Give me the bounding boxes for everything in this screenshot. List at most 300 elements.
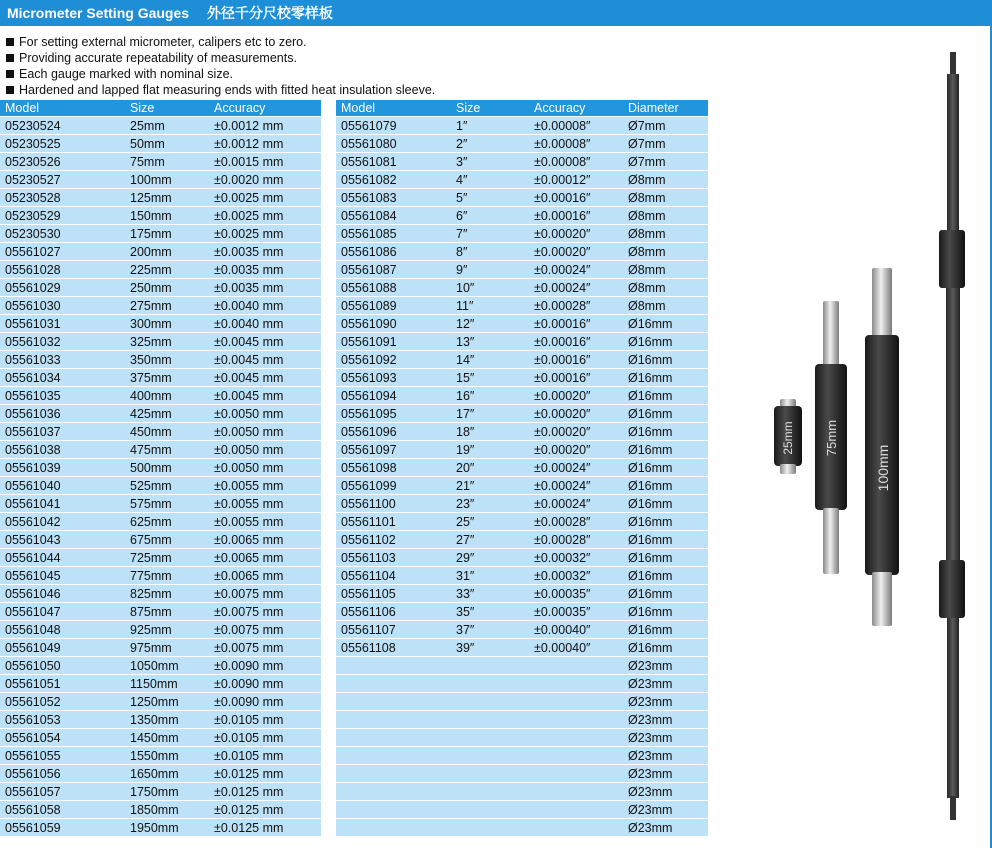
model-cell: 05561029 (0, 279, 125, 297)
accuracy-cell: ±0.00016″ (529, 207, 623, 225)
size-cell: 425mm (125, 405, 209, 423)
size-cell: 350mm (125, 351, 209, 369)
size-cell: 25″ (451, 513, 529, 531)
size-cell: 200mm (125, 243, 209, 261)
size-cell: 29″ (451, 549, 529, 567)
model-cell: 05561034 (0, 369, 125, 387)
table-row (336, 207, 708, 225)
size-cell: 17″ (451, 405, 529, 423)
accuracy-cell (529, 729, 623, 747)
accuracy-cell: ±0.00016″ (529, 369, 623, 387)
size-cell: 35″ (451, 603, 529, 621)
table-row (0, 747, 321, 765)
diameter-cell: Ø7mm (623, 153, 708, 171)
size-cell: 1550mm (125, 747, 209, 765)
accuracy-cell: ±0.0035 mm (209, 279, 321, 297)
model-cell (336, 801, 451, 819)
model-cell (336, 729, 451, 747)
model-cell: 05561088 (336, 279, 451, 297)
size-cell: 450mm (125, 423, 209, 441)
accuracy-cell (529, 693, 623, 711)
bullet-square-icon (6, 38, 14, 46)
model-cell: 05561042 (0, 513, 125, 531)
model-cell: 05561094 (336, 387, 451, 405)
diameter-cell: Ø23mm (623, 657, 708, 675)
long-setting-gauge (939, 52, 965, 820)
table-row (0, 405, 321, 423)
model-cell: 05561051 (0, 675, 125, 693)
accuracy-cell: ±0.0065 mm (209, 567, 321, 585)
diameter-cell: Ø8mm (623, 171, 708, 189)
model-cell: 05561056 (0, 765, 125, 783)
accuracy-cell: ±0.0012 mm (209, 135, 321, 153)
col-header-size: Size (451, 100, 529, 117)
accuracy-cell: ±0.00035″ (529, 585, 623, 603)
accuracy-cell: ±0.00024″ (529, 279, 623, 297)
table-row (336, 747, 708, 765)
diameter-cell: Ø16mm (623, 315, 708, 333)
model-cell: 05561093 (336, 369, 451, 387)
size-cell: 7″ (451, 225, 529, 243)
diameter-cell: Ø23mm (623, 819, 708, 837)
size-cell: 475mm (125, 441, 209, 459)
size-cell: 19″ (451, 441, 529, 459)
table-row (336, 459, 708, 477)
size-cell: 2″ (451, 135, 529, 153)
table-row (336, 153, 708, 171)
accuracy-cell: ±0.00008″ (529, 153, 623, 171)
diameter-cell: Ø16mm (623, 333, 708, 351)
size-cell: 16″ (451, 387, 529, 405)
size-cell (451, 819, 529, 837)
accuracy-cell: ±0.0125 mm (209, 819, 321, 837)
size-cell: 15″ (451, 369, 529, 387)
table-row (0, 315, 321, 333)
model-cell: 05230526 (0, 153, 125, 171)
table-header-row (0, 100, 321, 117)
model-cell: 05561058 (0, 801, 125, 819)
model-cell: 05561028 (0, 261, 125, 279)
size-cell: 6″ (451, 207, 529, 225)
table-row (336, 801, 708, 819)
diameter-cell: Ø8mm (623, 297, 708, 315)
size-cell: 525mm (125, 477, 209, 495)
model-cell: 05561086 (336, 243, 451, 261)
table-row (0, 279, 321, 297)
model-cell: 05230524 (0, 117, 125, 135)
table-row (0, 297, 321, 315)
table-row (336, 369, 708, 387)
table-row (336, 351, 708, 369)
table-row (336, 243, 708, 261)
diameter-cell: Ø23mm (623, 711, 708, 729)
model-cell (336, 783, 451, 801)
model-cell (336, 693, 451, 711)
accuracy-cell: ±0.0075 mm (209, 603, 321, 621)
table-row (336, 585, 708, 603)
accuracy-cell: ±0.0040 mm (209, 315, 321, 333)
gauge-label-100mm: 100mm (875, 444, 891, 492)
diameter-cell: Ø8mm (623, 243, 708, 261)
table-row (0, 639, 321, 657)
size-cell: 1250mm (125, 693, 209, 711)
model-cell: 05561043 (0, 531, 125, 549)
table-row (336, 603, 708, 621)
table-row (336, 495, 708, 513)
table-row (0, 567, 321, 585)
diameter-cell: Ø16mm (623, 567, 708, 585)
model-cell: 05561107 (336, 621, 451, 639)
table-row (336, 189, 708, 207)
size-cell (451, 729, 529, 747)
table-row (336, 171, 708, 189)
size-cell: 500mm (125, 459, 209, 477)
accuracy-cell: ±0.0050 mm (209, 459, 321, 477)
accuracy-cell: ±0.0050 mm (209, 441, 321, 459)
model-cell: 05561035 (0, 387, 125, 405)
model-cell: 05561103 (336, 549, 451, 567)
accuracy-cell: ±0.0025 mm (209, 189, 321, 207)
accuracy-cell: ±0.0075 mm (209, 621, 321, 639)
diameter-cell: Ø16mm (623, 585, 708, 603)
size-cell (451, 675, 529, 693)
table-row (336, 711, 708, 729)
model-cell (336, 711, 451, 729)
feature-item: Providing accurate repeatability of measurements. (6, 50, 435, 66)
size-cell: 875mm (125, 603, 209, 621)
size-cell: 325mm (125, 333, 209, 351)
accuracy-cell: ±0.0050 mm (209, 423, 321, 441)
table-row (0, 135, 321, 153)
title-cn: 外径千分尺校零样板 (206, 6, 333, 22)
table-row (336, 387, 708, 405)
model-cell: 05561105 (336, 585, 451, 603)
model-cell (336, 819, 451, 837)
size-cell: 1950mm (125, 819, 209, 837)
accuracy-cell (529, 711, 623, 729)
model-cell: 05561050 (0, 657, 125, 675)
model-cell: 05561048 (0, 621, 125, 639)
size-cell (451, 783, 529, 801)
table-row (0, 351, 321, 369)
size-cell: 11″ (451, 297, 529, 315)
model-cell (336, 675, 451, 693)
accuracy-cell: ±0.00024″ (529, 459, 623, 477)
model-cell: 05561037 (0, 423, 125, 441)
size-cell: 400mm (125, 387, 209, 405)
gauge-100mm (865, 268, 899, 626)
inch-spec-table (336, 100, 708, 836)
accuracy-cell: ±0.00028″ (529, 531, 623, 549)
size-cell: 33″ (451, 585, 529, 603)
model-cell: 05561032 (0, 333, 125, 351)
size-cell: 775mm (125, 567, 209, 585)
table-row (0, 657, 321, 675)
diameter-cell: Ø16mm (623, 531, 708, 549)
gauge-label-75mm: 75mm (824, 419, 839, 457)
size-cell: 175mm (125, 225, 209, 243)
model-cell: 05561057 (0, 783, 125, 801)
model-cell: 05561096 (336, 423, 451, 441)
setting-gauges-photo (760, 48, 970, 828)
size-cell: 21″ (451, 477, 529, 495)
size-cell: 1050mm (125, 657, 209, 675)
table-row (336, 693, 708, 711)
gauge-75mm (815, 301, 847, 574)
size-cell: 925mm (125, 621, 209, 639)
diameter-cell: Ø16mm (623, 369, 708, 387)
table-row (336, 333, 708, 351)
table-row (0, 765, 321, 783)
accuracy-cell: ±0.0125 mm (209, 765, 321, 783)
accuracy-cell: ±0.00032″ (529, 549, 623, 567)
diameter-cell: Ø23mm (623, 693, 708, 711)
accuracy-cell: ±0.0025 mm (209, 207, 321, 225)
table-row (336, 675, 708, 693)
model-cell: 05561045 (0, 567, 125, 585)
model-cell: 05561084 (336, 207, 451, 225)
accuracy-cell: ±0.00028″ (529, 513, 623, 531)
size-cell: 39″ (451, 639, 529, 657)
table-row (0, 495, 321, 513)
col-header-model: Model (0, 100, 125, 117)
size-cell: 27″ (451, 531, 529, 549)
diameter-cell: Ø16mm (623, 351, 708, 369)
table-row (0, 369, 321, 387)
model-cell: 05230529 (0, 207, 125, 225)
model-cell (336, 747, 451, 765)
accuracy-cell: ±0.0045 mm (209, 369, 321, 387)
size-cell: 23″ (451, 495, 529, 513)
size-cell (451, 693, 529, 711)
accuracy-cell: ±0.0105 mm (209, 729, 321, 747)
model-cell: 05561053 (0, 711, 125, 729)
table-header-row (336, 100, 708, 117)
diameter-cell: Ø16mm (623, 477, 708, 495)
accuracy-cell: ±0.00040″ (529, 639, 623, 657)
size-cell: 12″ (451, 315, 529, 333)
size-cell (451, 801, 529, 819)
size-cell (451, 657, 529, 675)
table-row (336, 315, 708, 333)
diameter-cell: Ø23mm (623, 765, 708, 783)
col-header-size: Size (125, 100, 209, 117)
table-row (0, 675, 321, 693)
size-cell: 975mm (125, 639, 209, 657)
table-row (0, 171, 321, 189)
accuracy-cell: ±0.0035 mm (209, 261, 321, 279)
accuracy-cell (529, 765, 623, 783)
diameter-cell: Ø7mm (623, 117, 708, 135)
model-cell: 05561054 (0, 729, 125, 747)
accuracy-cell: ±0.00032″ (529, 567, 623, 585)
table-row (0, 621, 321, 639)
table-row (0, 711, 321, 729)
size-cell: 1″ (451, 117, 529, 135)
size-cell: 1650mm (125, 765, 209, 783)
size-cell: 14″ (451, 351, 529, 369)
accuracy-cell: ±0.0075 mm (209, 585, 321, 603)
feature-item: For setting external micrometer, calipers etc to zero. (6, 34, 435, 50)
accuracy-cell: ±0.00028″ (529, 297, 623, 315)
model-cell: 05561089 (336, 297, 451, 315)
size-cell: 20″ (451, 459, 529, 477)
table-row (336, 783, 708, 801)
size-cell: 1450mm (125, 729, 209, 747)
table-row (336, 117, 708, 135)
table-row (336, 639, 708, 657)
size-cell: 25mm (125, 117, 209, 135)
model-cell: 05230528 (0, 189, 125, 207)
accuracy-cell: ±0.00016″ (529, 189, 623, 207)
accuracy-cell: ±0.00008″ (529, 135, 623, 153)
size-cell: 5″ (451, 189, 529, 207)
model-cell: 05230527 (0, 171, 125, 189)
diameter-cell: Ø16mm (623, 549, 708, 567)
accuracy-cell: ±0.0065 mm (209, 549, 321, 567)
model-cell: 05561082 (336, 171, 451, 189)
size-cell: 300mm (125, 315, 209, 333)
col-header-accuracy: Accuracy (209, 100, 321, 117)
size-cell: 575mm (125, 495, 209, 513)
table-row (0, 243, 321, 261)
size-cell: 150mm (125, 207, 209, 225)
diameter-cell: Ø23mm (623, 729, 708, 747)
table-row (0, 459, 321, 477)
diameter-cell: Ø7mm (623, 135, 708, 153)
model-cell: 05561046 (0, 585, 125, 603)
table-row (0, 693, 321, 711)
size-cell: 1350mm (125, 711, 209, 729)
size-cell (451, 765, 529, 783)
accuracy-cell: ±0.0045 mm (209, 387, 321, 405)
model-cell: 05561044 (0, 549, 125, 567)
col-header-accuracy: Accuracy (529, 100, 623, 117)
diameter-cell: Ø8mm (623, 225, 708, 243)
model-cell: 05561030 (0, 297, 125, 315)
feature-item: Hardened and lapped flat measuring ends with fitted heat insulation sleeve. (6, 82, 435, 98)
table-row (0, 585, 321, 603)
size-cell: 825mm (125, 585, 209, 603)
accuracy-cell: ±0.0125 mm (209, 801, 321, 819)
table-row (0, 117, 321, 135)
bullet-square-icon (6, 86, 14, 94)
diameter-cell: Ø8mm (623, 261, 708, 279)
model-cell: 05561102 (336, 531, 451, 549)
size-cell: 50mm (125, 135, 209, 153)
model-cell: 05561091 (336, 333, 451, 351)
diameter-cell: Ø23mm (623, 783, 708, 801)
size-cell: 625mm (125, 513, 209, 531)
table-row (336, 135, 708, 153)
model-cell: 05561039 (0, 459, 125, 477)
model-cell: 05561033 (0, 351, 125, 369)
size-cell: 1850mm (125, 801, 209, 819)
accuracy-cell: ±0.00020″ (529, 225, 623, 243)
diameter-cell: Ø8mm (623, 279, 708, 297)
accuracy-cell: ±0.0055 mm (209, 495, 321, 513)
gauge-25mm (774, 399, 802, 474)
size-cell: 8″ (451, 243, 529, 261)
accuracy-cell: ±0.0125 mm (209, 783, 321, 801)
table-row (336, 621, 708, 639)
diameter-cell: Ø23mm (623, 747, 708, 765)
table-divider (321, 100, 336, 845)
col-header-model: Model (336, 100, 451, 117)
diameter-cell: Ø8mm (623, 207, 708, 225)
model-cell: 05561055 (0, 747, 125, 765)
size-cell: 375mm (125, 369, 209, 387)
table-row (0, 261, 321, 279)
model-cell: 05561036 (0, 405, 125, 423)
accuracy-cell (529, 819, 623, 837)
accuracy-cell: ±0.0055 mm (209, 513, 321, 531)
table-row (0, 819, 321, 837)
accuracy-cell: ±0.00016″ (529, 333, 623, 351)
table-row (0, 189, 321, 207)
table-row (0, 225, 321, 243)
accuracy-cell (529, 801, 623, 819)
table-row (336, 549, 708, 567)
accuracy-cell (529, 657, 623, 675)
model-cell: 05561081 (336, 153, 451, 171)
model-cell: 05561027 (0, 243, 125, 261)
diameter-cell: Ø16mm (623, 387, 708, 405)
table-row (0, 423, 321, 441)
accuracy-cell: ±0.00016″ (529, 351, 623, 369)
table-row (336, 657, 708, 675)
model-cell: 05561104 (336, 567, 451, 585)
model-cell: 05561087 (336, 261, 451, 279)
table-row (336, 729, 708, 747)
table-row (336, 513, 708, 531)
table-row (336, 279, 708, 297)
bullet-square-icon (6, 54, 14, 62)
accuracy-cell: ±0.0035 mm (209, 243, 321, 261)
accuracy-cell: ±0.00012″ (529, 171, 623, 189)
diameter-cell: Ø16mm (623, 441, 708, 459)
model-cell: 05561090 (336, 315, 451, 333)
model-cell: 05561101 (336, 513, 451, 531)
model-cell: 05561049 (0, 639, 125, 657)
diameter-cell: Ø16mm (623, 603, 708, 621)
table-row (336, 567, 708, 585)
model-cell: 05561059 (0, 819, 125, 837)
accuracy-cell: ±0.0015 mm (209, 153, 321, 171)
accuracy-cell: ±0.00020″ (529, 405, 623, 423)
table-row (336, 819, 708, 837)
diameter-cell: Ø16mm (623, 513, 708, 531)
accuracy-cell: ±0.00016″ (529, 315, 623, 333)
accuracy-cell: ±0.0045 mm (209, 351, 321, 369)
accuracy-cell: ±0.00024″ (529, 495, 623, 513)
table-row (0, 549, 321, 567)
model-cell: 05561085 (336, 225, 451, 243)
accuracy-cell: ±0.00035″ (529, 603, 623, 621)
model-cell: 05561108 (336, 639, 451, 657)
model-cell: 05561047 (0, 603, 125, 621)
size-cell: 31″ (451, 567, 529, 585)
table-row (0, 729, 321, 747)
size-cell: 250mm (125, 279, 209, 297)
bullet-square-icon (6, 70, 14, 78)
table-row (336, 225, 708, 243)
metric-spec-table (0, 100, 321, 836)
model-cell: 05561038 (0, 441, 125, 459)
model-cell (336, 657, 451, 675)
model-cell: 05561098 (336, 459, 451, 477)
model-cell: 05561095 (336, 405, 451, 423)
